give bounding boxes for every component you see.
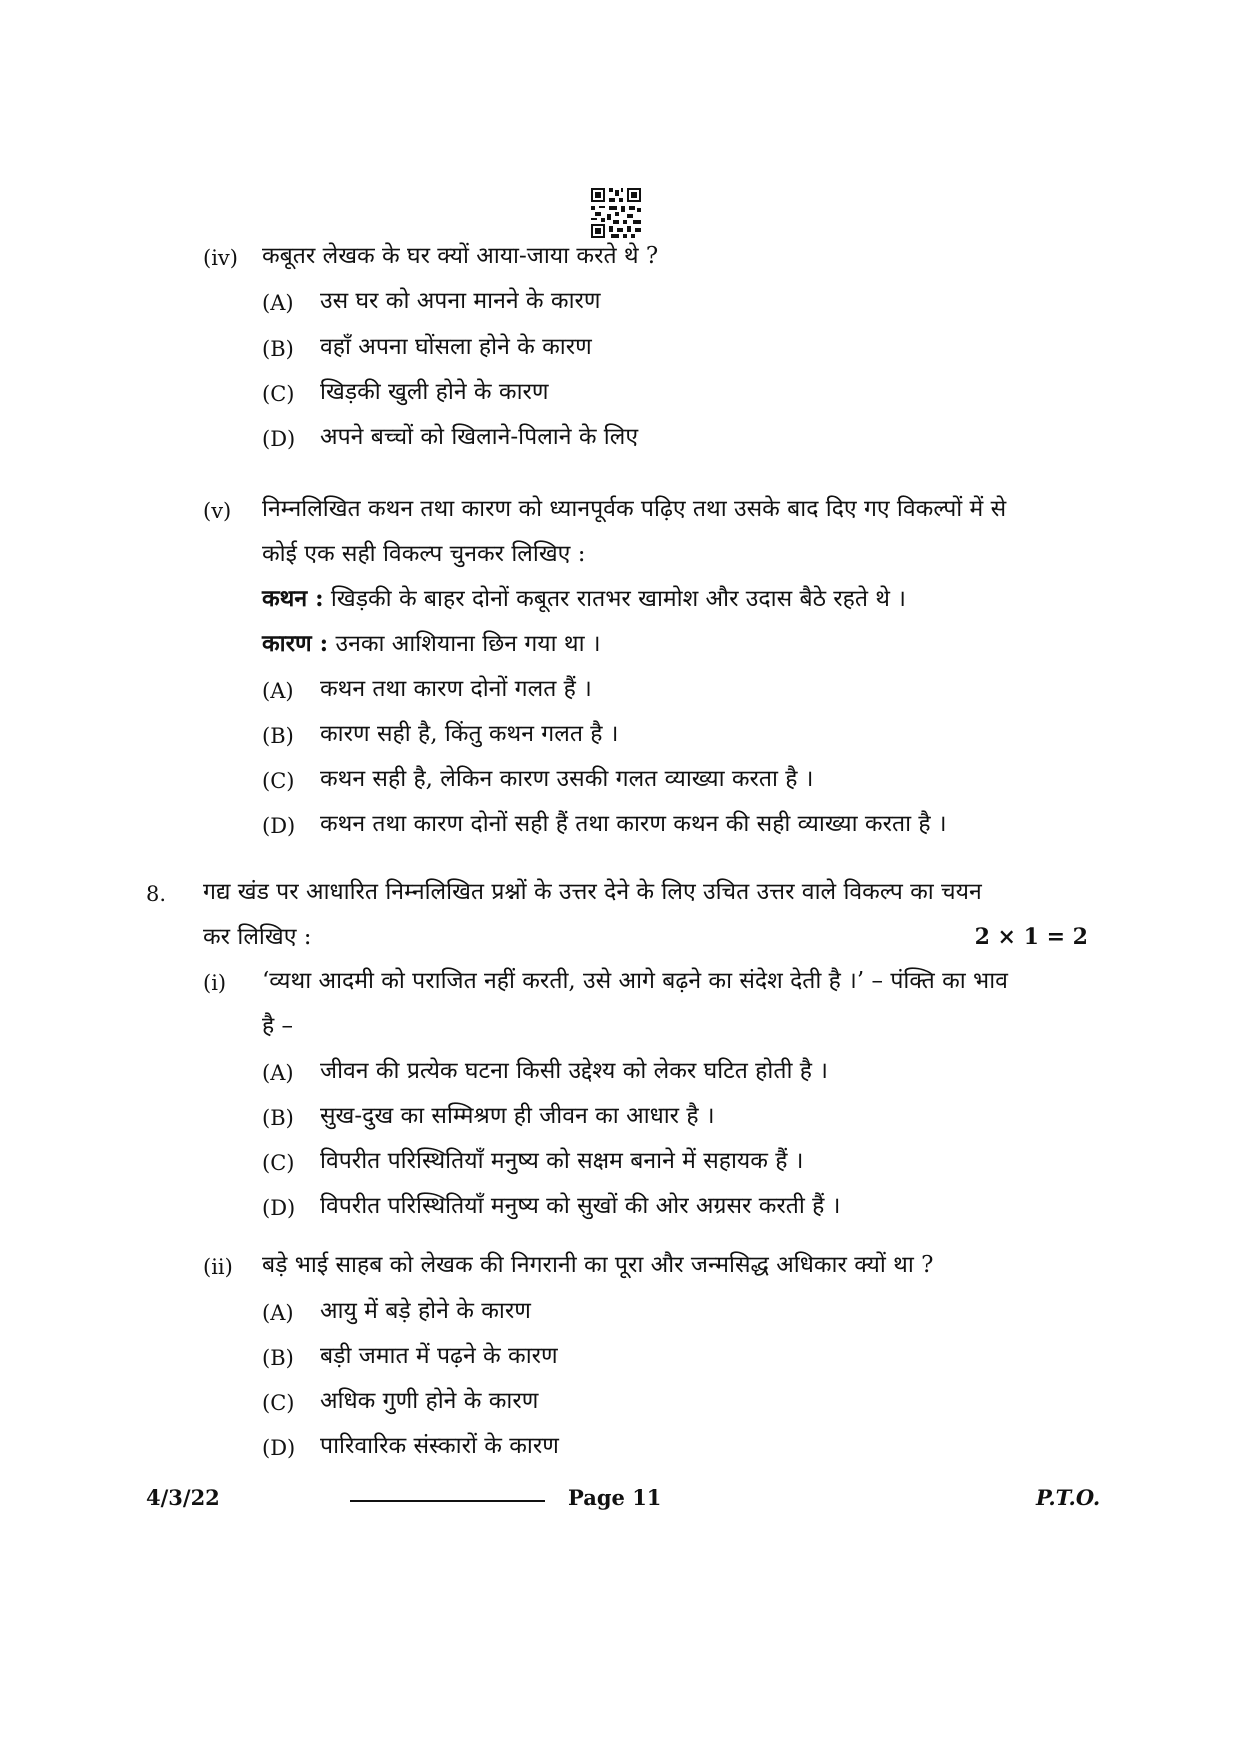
option-label: (A) <box>262 1061 294 1085</box>
please-turn-over: P.T.O. <box>1036 1485 1101 1510</box>
question-text: है – <box>262 1013 294 1039</box>
option-label: (B) <box>262 1346 294 1370</box>
footer-divider <box>350 1500 545 1502</box>
option-text: विपरीत परिस्थितियाँ मनुष्य को सुखों की ओर अग्रसर करती हैं । <box>320 1193 841 1219</box>
reason-label: कारण : <box>262 630 329 657</box>
option-text: कथन तथा कारण दोनों सही हैं तथा कारण कथन की सही व्याख्या करता है । <box>320 811 947 837</box>
option-text: कथन तथा कारण दोनों गलत हैं । <box>320 676 592 702</box>
question-number: 8. <box>146 882 167 906</box>
page-number: Page 11 <box>568 1485 662 1510</box>
option-text: विपरीत परिस्थितियाँ मनुष्य को सक्षम बनाने में सहायक हैं । <box>320 1148 804 1174</box>
question-text: कोई एक सही विकल्प चुनकर लिखिए : <box>262 541 586 567</box>
qr-code-icon <box>591 188 641 238</box>
option-text: अपने बच्चों को खिलाने-पिलाने के लिए <box>320 424 639 450</box>
paper-code: 4/3/22 <box>146 1485 220 1510</box>
option-label: (C) <box>262 1151 295 1175</box>
option-text: खिड़की खुली होने के कारण <box>320 379 549 405</box>
option-label: (B) <box>262 724 294 748</box>
option-label: (B) <box>262 1106 294 1130</box>
option-label: (D) <box>262 1196 296 1220</box>
question-text: कर लिखिए : <box>203 924 312 950</box>
question-text: गद्य खंड पर आधारित निम्नलिखित प्रश्नों के उत्तर देने के लिए उचित उत्तर वाले विकल्प का चयन <box>203 879 982 905</box>
option-label: (A) <box>262 679 294 703</box>
question-text: बड़े भाई साहब को लेखक की निगरानी का पूरा और जन्मसिद्ध अधिकार क्यों था ? <box>262 1252 934 1278</box>
question-text: कबूतर लेखक के घर क्यों आया-जाया करते थे ? <box>262 243 659 269</box>
assertion <box>262 584 906 614</box>
question-text: निम्नलिखित कथन तथा कारण को ध्यानपूर्वक पढ़िए तथा उसके बाद दिए गए विकल्पों में से <box>262 496 1007 522</box>
option-text: कथन सही है, लेकिन कारण उसकी गलत व्याख्या करता है । <box>320 766 814 792</box>
option-text: कारण सही है, किंतु कथन गलत है । <box>320 721 619 747</box>
reason <box>262 629 601 659</box>
option-text: पारिवारिक संस्कारों के कारण <box>320 1433 559 1459</box>
option-label: (B) <box>262 337 294 361</box>
option-label: (D) <box>262 814 296 838</box>
option-text: उस घर को अपना मानने के कारण <box>320 288 601 314</box>
question-text: ‘व्यथा आदमी को पराजित नहीं करती, उसे आगे बढ़ने का संदेश देती है ।’ – पंक्ति का भाव <box>262 968 1008 994</box>
marks: 2 × 1 = 2 <box>974 924 1088 950</box>
option-text: आयु में बड़े होने के कारण <box>320 1298 531 1324</box>
option-text: वहाँ अपना घोंसला होने के कारण <box>320 334 592 360</box>
option-label: (C) <box>262 382 295 406</box>
option-label: (C) <box>262 769 295 793</box>
question-number: (v) <box>203 499 232 523</box>
question-number: (iv) <box>203 246 238 270</box>
reason-text: उनका आशियाना छिन गया था । <box>328 631 601 657</box>
option-label: (D) <box>262 427 296 451</box>
option-text: सुख-दुख का सम्मिश्रण ही जीवन का आधार है । <box>320 1103 715 1129</box>
option-label: (A) <box>262 1301 294 1325</box>
question-number: (i) <box>203 971 227 995</box>
assertion-text: खिड़की के बाहर दोनों कबूतर रातभर खामोश और उदास बैठे रहते थे । <box>323 586 907 612</box>
option-text: जीवन की प्रत्येक घटना किसी उद्देश्य को लेकर घटित होती है । <box>320 1058 828 1084</box>
option-label: (A) <box>262 291 294 315</box>
option-label: (C) <box>262 1391 295 1415</box>
option-label: (D) <box>262 1436 296 1460</box>
question-number: (ii) <box>203 1255 233 1279</box>
option-text: अधिक गुणी होने के कारण <box>320 1388 539 1414</box>
assertion-label: कथन : <box>262 585 324 612</box>
option-text: बड़ी जमात में पढ़ने के कारण <box>320 1343 558 1369</box>
